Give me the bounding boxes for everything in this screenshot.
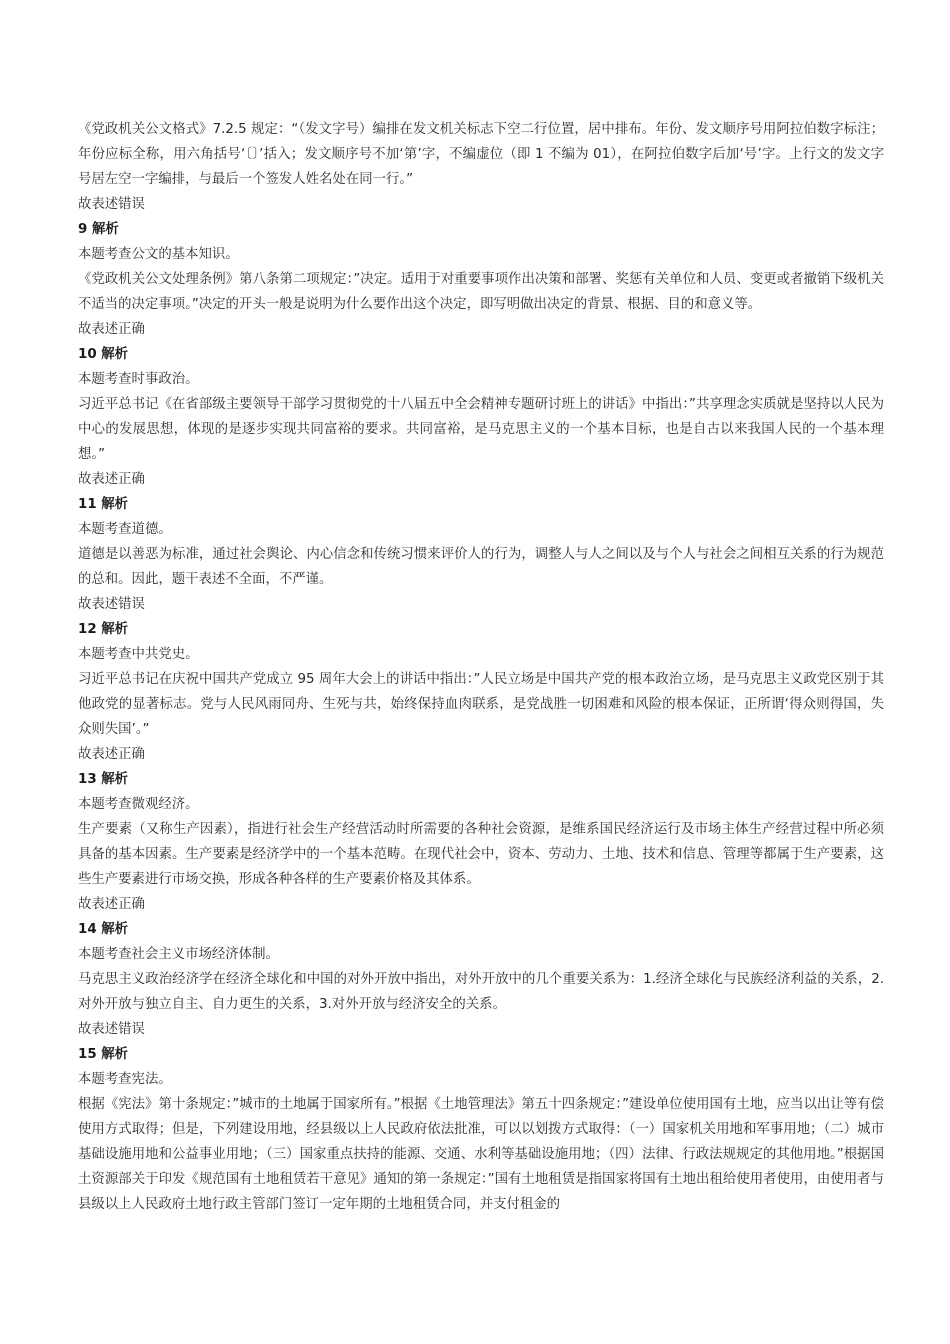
section-heading: 14 解析 [78, 922, 129, 937]
section-heading: 13 解析 [78, 772, 129, 787]
paragraph: 本题考查宪法。 [78, 1072, 172, 1087]
section-heading: 15 解析 [78, 1047, 129, 1062]
paragraph: 生产要素（又称生产因素），指进行社会生产经营活动时所需要的各种社会资源，是维系国民经济运行及市场主体生产经营过程中所必须具备的基本因素。生产要素是经济学中的一个基本范畴。在现代社会中，资本、劳动力、土地、技术和信息、管理等都属于生产要素，这些生产要素进行市场交换，形成各种各样的生产要素价格及其体系。 [78, 822, 884, 887]
paragraph: 《党政机关公文处理条例》第八条第二项规定：”决定。适用于对重要事项作出决策和部署、奖惩有关单位和人员、变更或者撤销下级机关不适当的决定事项。”决定的开头一般是说明为什么要作出这个决定，即写明做出决定的背景、根据、目的和意义等。 [78, 272, 884, 312]
paragraph: 故表述错误 [78, 597, 145, 612]
paragraph: 《党政机关公文格式》7.2.5 规定：“（发文字号）编排在发文机关标志下空二行位置，居中排布。年份、发文顺序号用阿拉伯数字标注；年份应标全称，用六角括号‘〔〕’括入；发文顺序号不加‘第’字，不编虚位（即 1 不编为 01），在阿拉伯数字后加‘号’字。上行文的发文字号居左空一字编排，与最后一个签发人姓名处在同一行。” [78, 122, 884, 187]
paragraph: 本题考查时事政治。 [78, 372, 199, 387]
paragraph: 故表述错误 [78, 1022, 145, 1037]
paragraph: 故表述错误 [78, 197, 145, 212]
section-heading: 9 解析 [78, 222, 119, 237]
paragraph: 故表述正确 [78, 472, 145, 487]
paragraph: 习近平总书记在庆祝中国共产党成立 95 周年大会上的讲话中指出：”人民立场是中国共产党的根本政治立场，是马克思主义政党区别于其他政党的显著标志。党与人民风雨同舟、生死与共，始终保持血肉联系，是党战胜一切困难和风险的根本保证，正所谓‘得众则得国，失众则失国’。” [78, 672, 884, 737]
section-heading: 10 解析 [78, 347, 129, 362]
paragraph: 本题考查社会主义市场经济体制。 [78, 947, 279, 962]
paragraph: 本题考查微观经济。 [78, 797, 199, 812]
paragraph: 本题考查公文的基本知识。 [78, 247, 239, 262]
paragraph: 道德是以善恶为标准，通过社会舆论、内心信念和传统习惯来评价人的行为，调整人与人之间以及与个人与社会之间相互关系的行为规范的总和。因此，题干表述不全面，不严谨。 [78, 547, 884, 587]
paragraph: 马克思主义政治经济学在经济全球化和中国的对外开放中指出，对外开放中的几个重要关系为：1.经济全球化与民族经济利益的关系，2.对外开放与独立自主、自力更生的关系，3.对外开放与经济安全的关系。 [78, 972, 884, 1012]
paragraph: 故表述正确 [78, 747, 145, 762]
paragraph: 根据《宪法》第十条规定：”城市的土地属于国家所有。”根据《土地管理法》第五十四条规定：”建设单位使用国有土地，应当以出让等有偿使用方式取得；但是，下列建设用地，经县级以上人民政府依法批准，可以以划拨方式取得：（一）国家机关用地和军事用地；（二）城市基础设施用地和公益事业用地；（三）国家重点扶持的能源、交通、水利等基础设施用地；（四）法律、行政法规规定的其他用地。”根据国土资源部关于印发《规范国有土地租赁若干意见》通知的第一条规定：”国有土地租赁是指国家将国有土地出租给使用者使用，由使用者与县级以上人民政府土地行政主管部门签订一定年期的土地租赁合同，并支付租金的 [78, 1097, 884, 1212]
paragraph: 习近平总书记《在省部级主要领导干部学习贯彻党的十八届五中全会精神专题研讨班上的讲话》中指出：”共享理念实质就是坚持以人民为中心的发展思想，体现的是逐步实现共同富裕的要求。共同富裕，是马克思主义的一个基本目标，也是自古以来我国人民的一个基本理想。” [78, 397, 884, 462]
paragraph: 本题考查中共党史。 [78, 647, 199, 662]
paragraph: 故表述正确 [78, 322, 145, 337]
paragraph: 故表述正确 [78, 897, 145, 912]
document-body [78, 117, 884, 1217]
section-heading: 11 解析 [78, 497, 129, 512]
section-heading: 12 解析 [78, 622, 129, 637]
paragraph: 本题考查道德。 [78, 522, 172, 537]
